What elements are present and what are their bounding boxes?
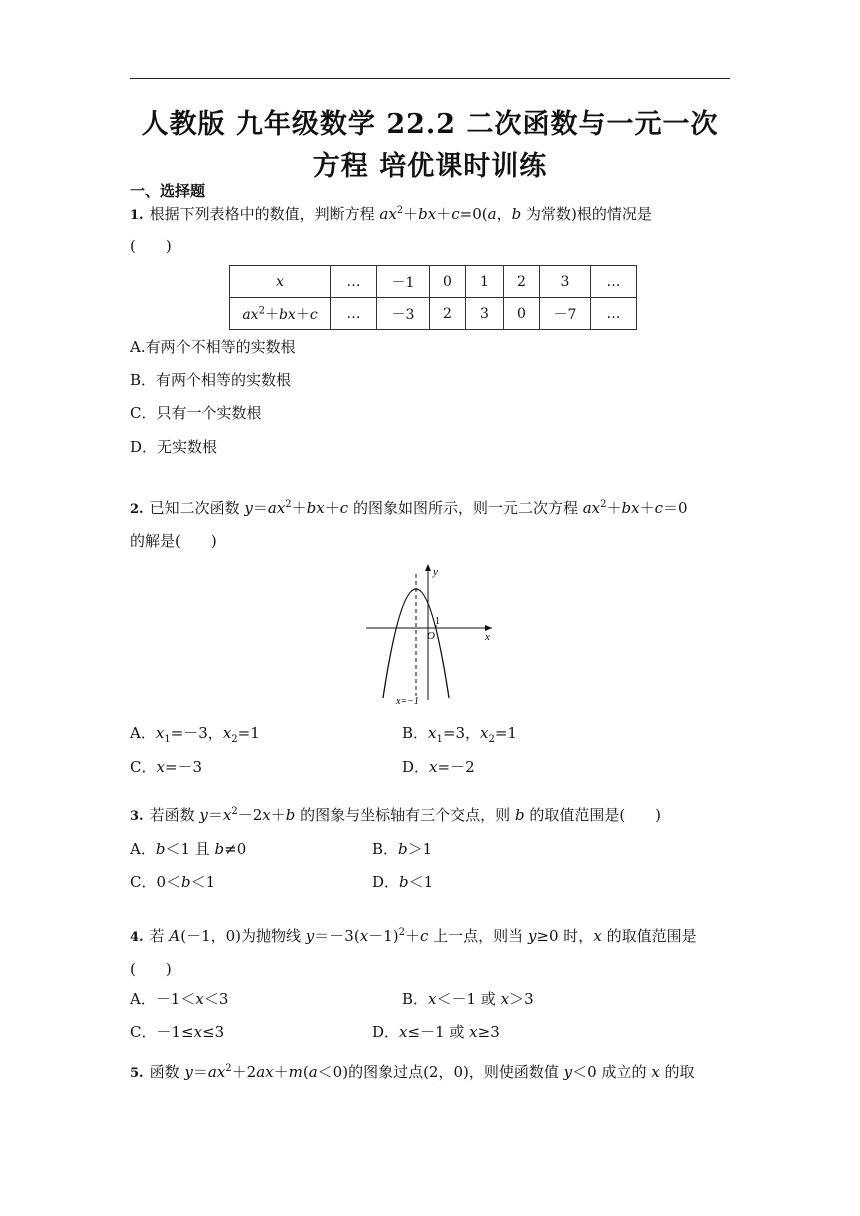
table-cell: … — [591, 298, 637, 330]
table-row — [230, 266, 637, 298]
symmetry-label: x=−1 — [396, 696, 419, 707]
q4-option-c: C．－1≤x≤3 — [130, 1023, 225, 1041]
table-cell: －3 — [377, 298, 430, 330]
table-cell: … — [331, 298, 377, 330]
q1-option-b: B．有两个相等的实数根 — [130, 371, 292, 389]
table-cell: 0 — [430, 266, 466, 298]
q1-option-c: C．只有一个实数根 — [130, 404, 262, 422]
table-cell: 3 — [466, 298, 504, 330]
question-3: 3. 若函数 $y=x^2-2x+b$ 的图象与坐标轴有三个交点，则 b 的取值范围是( ) — [130, 806, 662, 824]
question-1: 1. 根据下列表格中的数值，判断方程 $ax^2+bx+c=0(a$，b 为常数)根的情况是 — [130, 205, 652, 223]
question-4: 4. 若 A(－1，0)为抛物线 $y=-3(x-1)^2+c$ 上一点，则当 y≥0 时，x 的取值范围是 — [130, 927, 697, 945]
q2-option-d: D．x=－2 — [402, 758, 475, 776]
q1-option-d: D．无实数根 — [130, 438, 218, 456]
question-2: 2. 已知二次函数 $y=ax^2+bx+c$ 的图象如图所示，则一元二次方程 $ax^2+bx+c=0$ — [130, 499, 688, 517]
table-cell: 1 — [466, 266, 504, 298]
q2-option-a: A．$x_1=-3$，$x_2=1$ — [130, 724, 260, 745]
table-cell: －7 — [540, 298, 591, 330]
table-cell: －1 — [377, 266, 430, 298]
table-cell: … — [331, 266, 377, 298]
table-cell: x — [230, 266, 331, 298]
q3-option-d: D．b＜1 — [372, 873, 434, 891]
q2-option-b: B．$x_1=3$，$x_2=1$ — [402, 724, 517, 745]
question-4-paren: ( ) — [130, 960, 172, 978]
table-cell: 0 — [504, 298, 540, 330]
question-1-paren: ( ) — [130, 237, 172, 255]
table-cell: … — [591, 266, 637, 298]
question-5: 5. 函数 $y=ax^2+2ax+m(a<0)$的图象过点(2，0)，则使函数值 y＜0 成立的 x 的取 — [130, 1063, 695, 1081]
values-table — [229, 265, 637, 330]
y-axis-label: y — [433, 566, 438, 578]
q4-option-d: D．x≤－1 或 x≥3 — [372, 1023, 500, 1041]
table-row — [230, 298, 637, 330]
y-axis-arrow — [425, 564, 431, 571]
section-heading: 一、选择题 — [130, 182, 206, 200]
q3-option-c: C．0＜b＜1 — [130, 873, 216, 891]
q1-option-a: A.有两个不相等的实数根 — [130, 338, 296, 356]
x-axis-label: x — [485, 631, 490, 643]
q2-option-c: C．x=－3 — [130, 758, 203, 776]
q3-option-b: B．b＞1 — [372, 840, 433, 858]
title-line-1: 人教版 九年级数学 22.2 二次函数与一元一次 — [141, 109, 719, 140]
page-title — [100, 104, 760, 188]
q4-option-b: B．x＜－1 或 x＞3 — [402, 990, 534, 1008]
q3-option-a: A．b＜1 且 b≠0 — [130, 840, 247, 858]
origin-label: O — [427, 630, 435, 642]
table-cell: 2 — [430, 298, 466, 330]
q4-option-a: A．－1＜x＜3 — [130, 990, 229, 1008]
header-rule — [130, 78, 730, 79]
table-cell: 2 — [504, 266, 540, 298]
parabola-graph — [362, 560, 502, 710]
table-cell: $ax^2+bx+c$ — [230, 298, 331, 330]
title-line-2: 方程 培优课时训练 — [312, 151, 548, 182]
question-2-line-2: 的解是( ) — [130, 532, 217, 550]
tick-label: 1 — [435, 616, 440, 627]
table-cell: 3 — [540, 266, 591, 298]
